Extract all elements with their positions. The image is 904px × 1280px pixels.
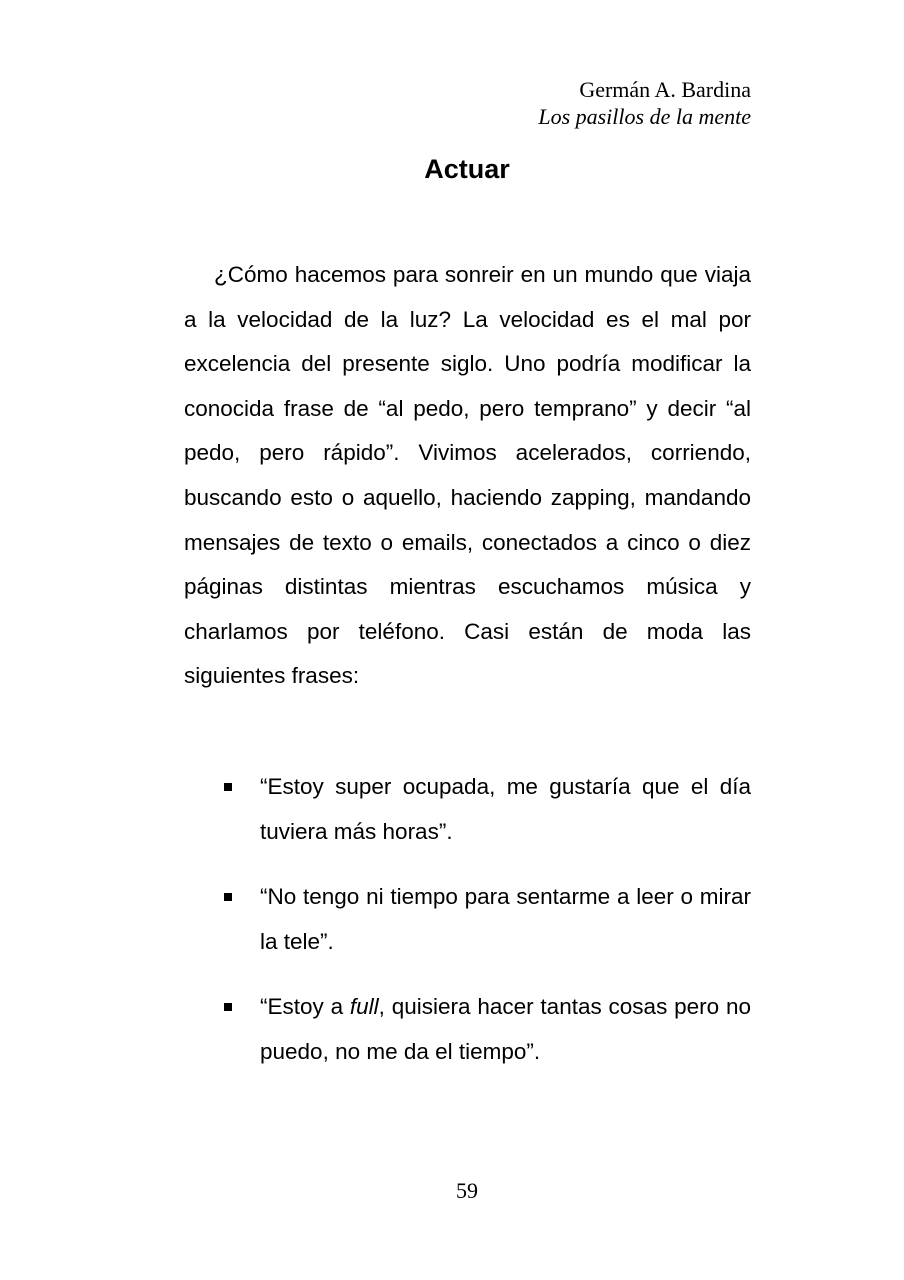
quote-text: “Estoy super ocupada, me gustaría que el día tuviera más horas”.	[260, 774, 751, 844]
list-item	[184, 765, 751, 854]
quote-text: “No tengo ni tiempo para sentarme a leer o mirar la tele”.	[260, 884, 751, 954]
chapter-title: Actuar	[424, 154, 510, 184]
running-header	[538, 76, 751, 130]
header-book-title: Los pasillos de la mente	[538, 104, 751, 129]
quote-text-start: “Estoy a	[260, 994, 350, 1020]
page-number: 59	[456, 1178, 478, 1203]
quote-emphasis: full	[349, 994, 379, 1020]
square-bullet-icon	[224, 893, 232, 901]
header-author: Germán A. Bardina	[579, 77, 751, 102]
list-item	[184, 985, 751, 1074]
quote-text-end: , quisiera hacer tantas cosas pero no puedo, no me da el tiempo”.	[260, 994, 751, 1064]
square-bullet-icon	[224, 783, 232, 791]
body-paragraph: ¿Cómo hacemos para sonreir en un mundo que viaja a la velocidad de la luz? La velocidad es el mal por excelencia del presente siglo. Uno podría modificar la conocida frase de “al pedo, pero temprano” y decir “al pedo, pero rápido”. Vivimos acelerados, corriendo, buscando esto o aquello, haciendo zapping, mandando mensajes de texto o emails, conectados a cinco o diez páginas distintas mientras escuchamos música y charlamos por teléfono. Casi están de moda las siguientes frases:	[184, 262, 751, 689]
square-bullet-icon	[224, 1003, 232, 1011]
quote-list	[184, 765, 751, 1096]
list-item	[184, 875, 751, 964]
